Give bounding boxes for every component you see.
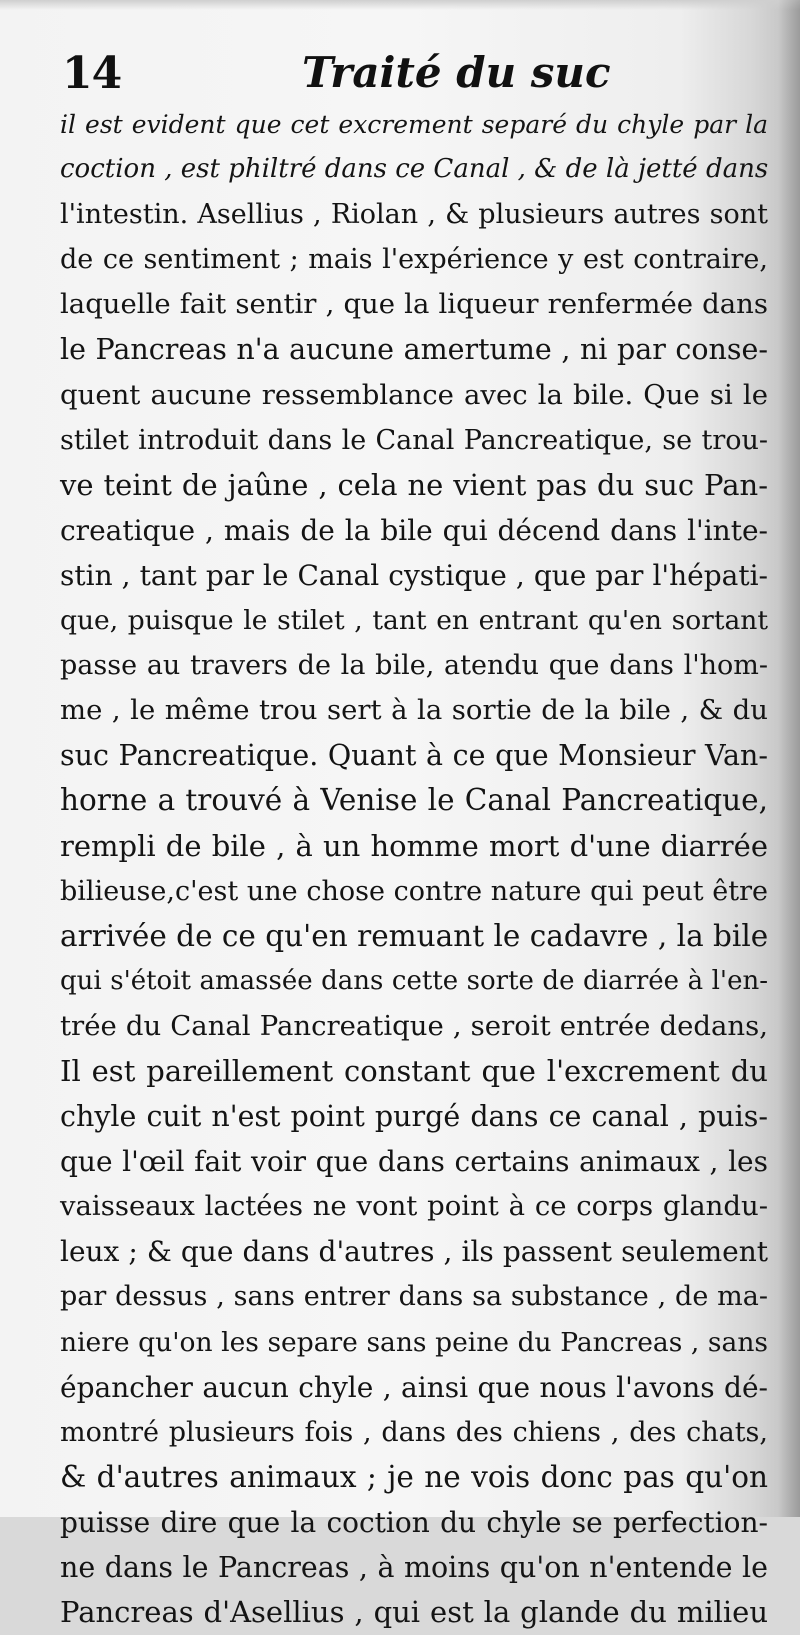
text-line: vaisseaux lactées ne vont point à ce corps glandu- [60, 1190, 768, 1223]
text-line: de ce sentiment ; mais l'expérience y est contraire, [60, 244, 768, 276]
text-line: rempli de bile , à un homme mort d'une diarrée [60, 828, 768, 863]
text-line: par dessus , sans entrer dans sa substance , de ma- [60, 1281, 768, 1313]
text-line: chyle cuit n'est point purgé dans ce canal , puis- [60, 1100, 768, 1134]
text-line: ne dans le Pancreas , à moins qu'on n'entende le [60, 1551, 768, 1584]
text-line: Pancreas d'Asellius , qui est la glande du milieu [60, 1595, 768, 1630]
text-line: & d'autres animaux ; je ne vois donc pas qu'on [60, 1459, 768, 1494]
text-line: coction , est philtré dans ce Canal , & de là jetté dans [60, 154, 769, 185]
text-line: le Pancreas n'a aucune amertume , ni par conse- [60, 333, 768, 367]
text-line: qui s'étoit amassée dans cette sorte de diarrée à l'en- [60, 965, 768, 996]
page-number: 14 [62, 48, 122, 99]
text-line: épancher aucun chyle , ainsi que nous l'avons dé- [60, 1370, 768, 1404]
text-line: bilieuse,c'est une chose contre nature qui peut être [60, 875, 768, 907]
text-line: ve teint de jaûne , cela ne vient pas du suc Pan- [60, 467, 768, 502]
running-title: Traité du suc [302, 48, 611, 97]
text-line: que l'œil fait voir que dans certains animaux , les [60, 1145, 768, 1179]
text-line: puisse dire que la coction du chyle se perfection- [60, 1505, 768, 1539]
text-line: montré plusieurs fois , dans des chiens , des chats, [60, 1416, 768, 1448]
text-line: leux ; & que dans d'autres , ils passent seulement [60, 1235, 768, 1269]
text-line: me , le même trou sert à la sortie de la bile , & du [60, 694, 768, 727]
text-line: trée du Canal Pancreatique , seroit entrée dedans, [60, 1009, 768, 1042]
text-line: creatique , mais de la bile qui décend dans l'inte- [60, 513, 768, 547]
text-line: niere qu'on les separe sans peine du Pancreas , sans [60, 1326, 768, 1358]
text-line: arrivée de ce qu'en remuant le cadavre , la bile [60, 918, 769, 953]
text-line: stilet introduit dans le Canal Pancreatique, se trou- [60, 424, 768, 456]
text-line: stin , tant par le Canal cystique , que par l'hépati- [60, 558, 768, 592]
text-line: laquelle fait sentir , que la liqueur renfermée dans [60, 288, 768, 321]
body-text [60, 102, 768, 1635]
text-line: suc Pancreatique. Quant à ce que Monsieur Van- [60, 739, 768, 773]
text-line: il est evident que cet excrement separé du chyle par la [60, 110, 768, 139]
text-line: l'intestin. Asellius , Riolan , & plusieurs autres sont [60, 199, 768, 231]
text-line: que, puisque le stilet , tant en entrant qu'en sortant [60, 605, 768, 637]
text-line: quent aucune ressemblance avec la bile. Que si le [60, 378, 768, 411]
page-header [60, 38, 760, 108]
text-line: passe au travers de la bile, atendu que dans l'hom- [60, 650, 768, 682]
text-line: Il est pareillement constant que l'excrement du [60, 1053, 768, 1088]
text-line: horne a trouvé à Venise le Canal Pancreatique, [60, 783, 768, 818]
